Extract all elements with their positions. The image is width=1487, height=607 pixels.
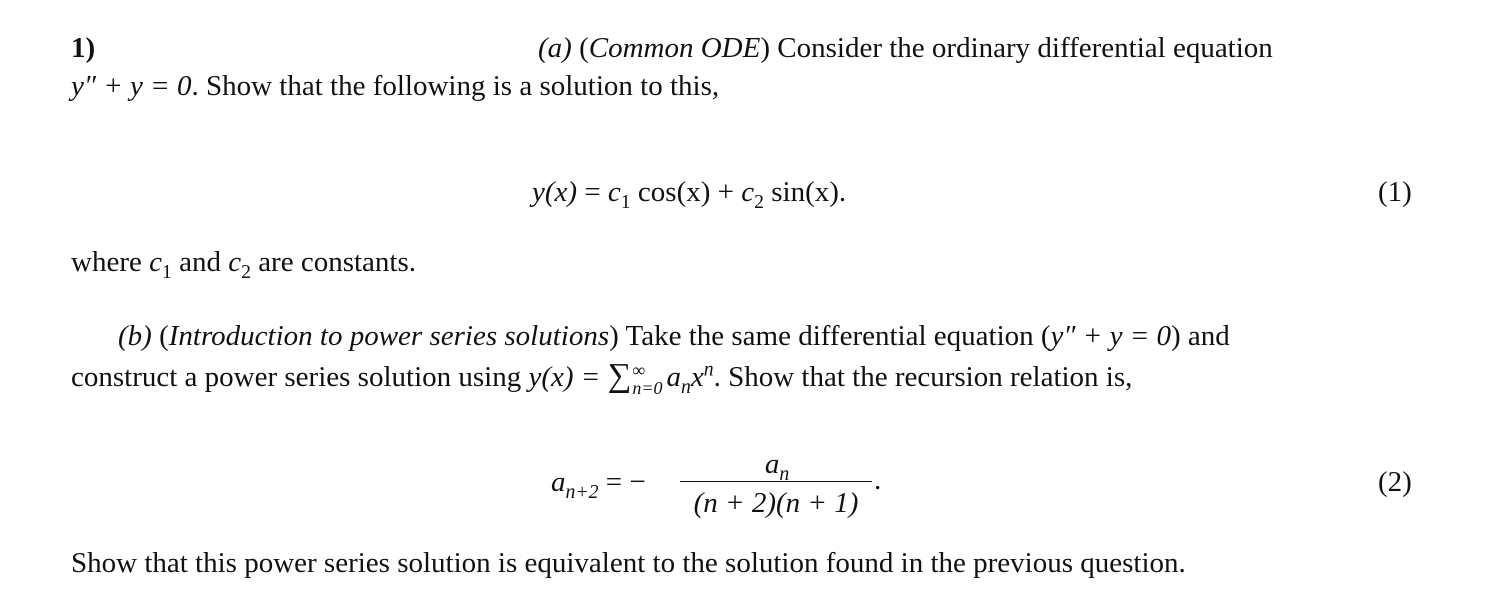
part-a-label: (a) xyxy=(538,32,572,64)
sum-limits: ∞ n=0 xyxy=(632,360,663,399)
part-b-heading: Introduction to power series solutions xyxy=(168,320,610,352)
part-a-intro-cont: . Show that the following is a solution to this, xyxy=(191,70,720,102)
fraction-bar xyxy=(680,481,872,482)
recursion-denominator: (n + 2)(n + 1) xyxy=(693,487,859,519)
closing-sentence: Show that this power series solution is equivalent to the solution found in the previous question. xyxy=(71,547,1186,579)
problem-number: 1) xyxy=(71,32,96,64)
display-equation-1: $y(x) = c_1$ $\cos(x) + c_2$ sin(x). xyxy=(532,176,847,213)
where-line: where $c_1$ and $c_2$ are constants. xyxy=(71,246,417,283)
equation-number-1: (1) xyxy=(1378,176,1412,208)
part-b-line2: construct a power series solution using y(x) = ∑ ∞ n=0 $a_nx^n$. Show that the recursion relation is, xyxy=(71,357,1133,399)
recursion-numerator: $a_n$ xyxy=(764,448,790,485)
equation-number-2: (2) xyxy=(1378,466,1412,498)
part-b-line1: (b) (Introduction to power series solutions) Take the same differential equation (y″ + y = 0) and xyxy=(118,320,1230,352)
recursion-period: . xyxy=(874,464,882,496)
recursion-lhs: $a_{n+2}$ = − xyxy=(551,466,646,503)
part-b-label: (b) xyxy=(118,320,152,352)
sum-sign: ∑ xyxy=(607,357,632,394)
part-a-heading: Common ODE xyxy=(588,32,761,64)
part-a-header: (a) (Common ODE) Consider the ordinary differential equation xyxy=(538,32,1273,64)
part-a-line2 xyxy=(71,72,719,101)
part-a-intro: Consider the ordinary differential equation xyxy=(777,32,1273,64)
ode-inline: y″ + y = 0 xyxy=(71,70,192,102)
